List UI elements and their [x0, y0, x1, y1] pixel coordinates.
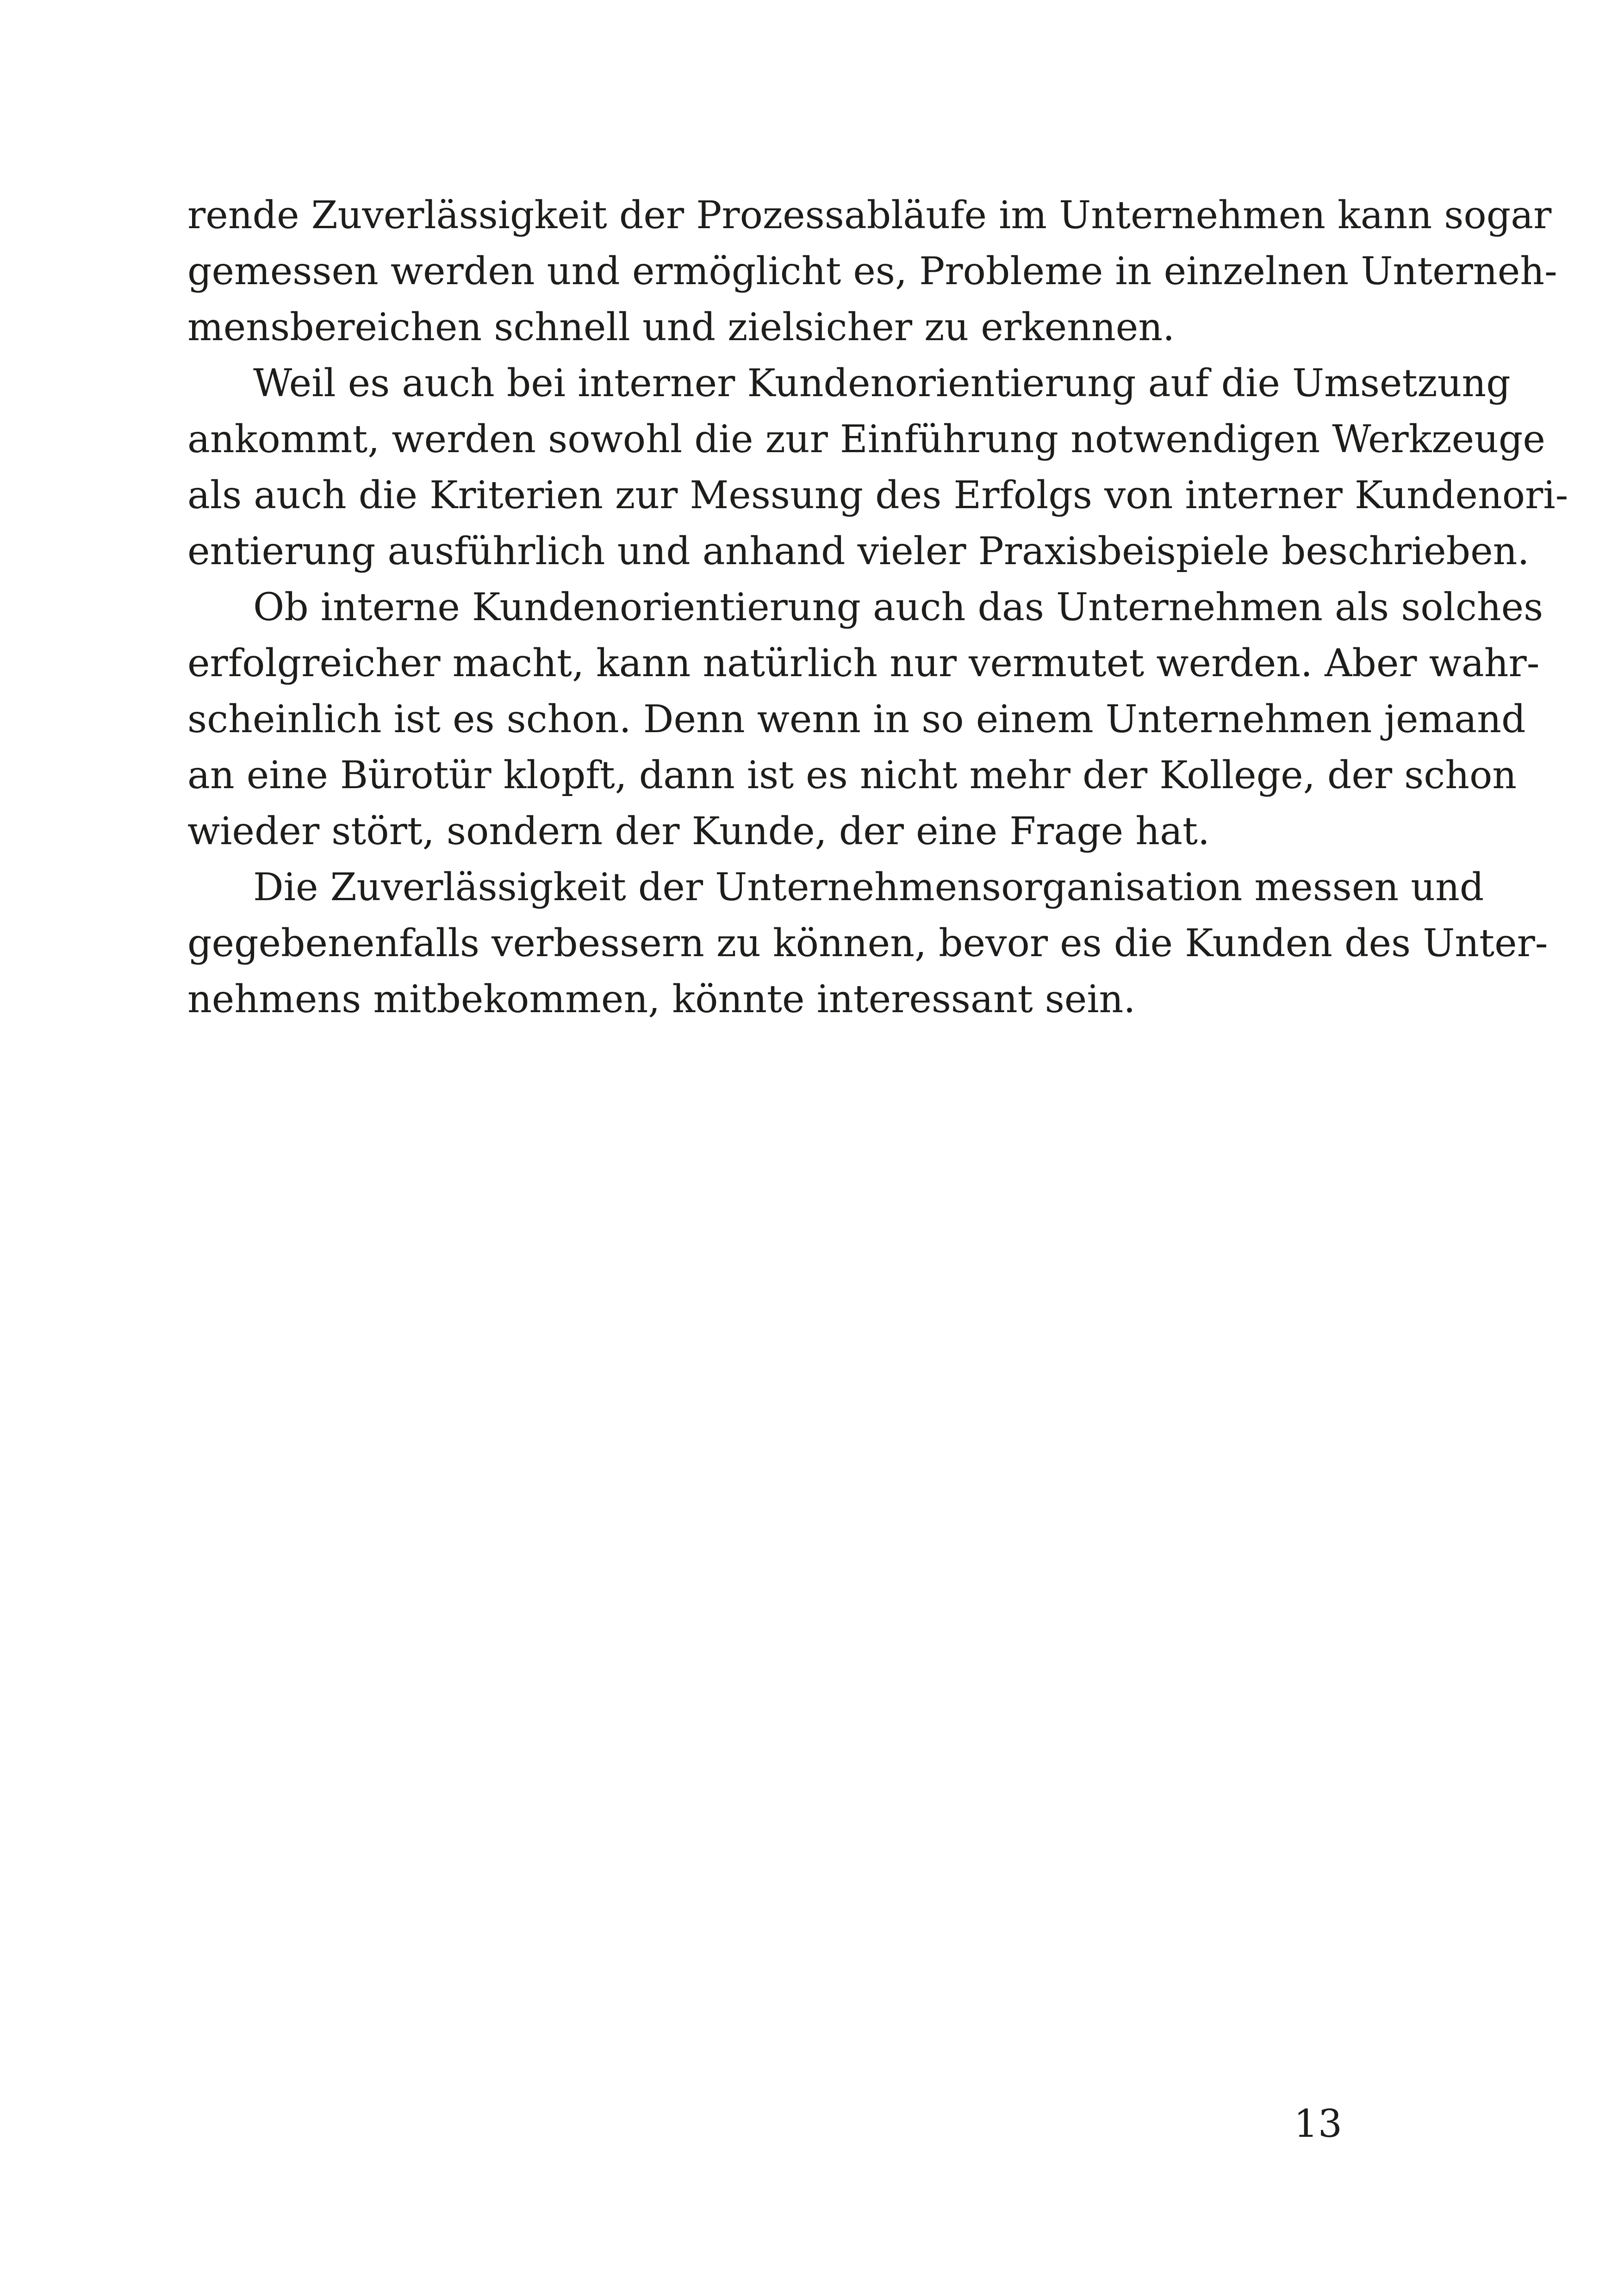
body-text: [187, 187, 1568, 1027]
text-line: Die Zuverlässigkeit der Unternehmensorganisation messen und: [253, 865, 1484, 909]
text-line: wieder stört, sondern der Kunde, der eine Frage hat.: [187, 809, 1210, 853]
paragraph-3: [187, 579, 1543, 859]
paragraph-2: [187, 355, 1568, 579]
text-line: rende Zuverlässigkeit der Prozessabläufe im Unternehmen kann sogar: [187, 193, 1552, 237]
paragraph-4: [187, 859, 1548, 1027]
text-line: an eine Bürotür klopft, dann ist es nicht mehr der Kollege, der schon: [187, 753, 1517, 797]
text-line: gegebenenfalls verbessern zu können, bevor es die Kunden des Unter-: [187, 921, 1548, 965]
text-line: nehmens mitbekommen, könnte interessant sein.: [187, 977, 1136, 1021]
text-line: Weil es auch bei interner Kundenorientierung auf die Umsetzung: [253, 361, 1511, 405]
text-line: entierung ausführlich und anhand vieler Praxisbeispiele beschrieben.: [187, 529, 1530, 573]
text-line: Ob interne Kundenorientierung auch das Unternehmen als solches: [253, 585, 1543, 629]
paragraph-1: [187, 187, 1557, 355]
page-number: 13: [1294, 2102, 1342, 2146]
text-line: mensbereichen schnell und zielsicher zu erkennen.: [187, 305, 1175, 349]
text-line: ankommt, werden sowohl die zur Einführung notwendigen Werkzeuge: [187, 417, 1545, 461]
text-line: erfolgreicher macht, kann natürlich nur vermutet werden. Aber wahr-: [187, 641, 1540, 685]
text-line: scheinlich ist es schon. Denn wenn in so einem Unternehmen jemand: [187, 697, 1526, 741]
text-line: als auch die Kriterien zur Messung des Erfolgs von interner Kundenori-: [187, 473, 1568, 517]
text-line: gemessen werden und ermöglicht es, Probleme in einzelnen Unterneh-: [187, 249, 1557, 293]
